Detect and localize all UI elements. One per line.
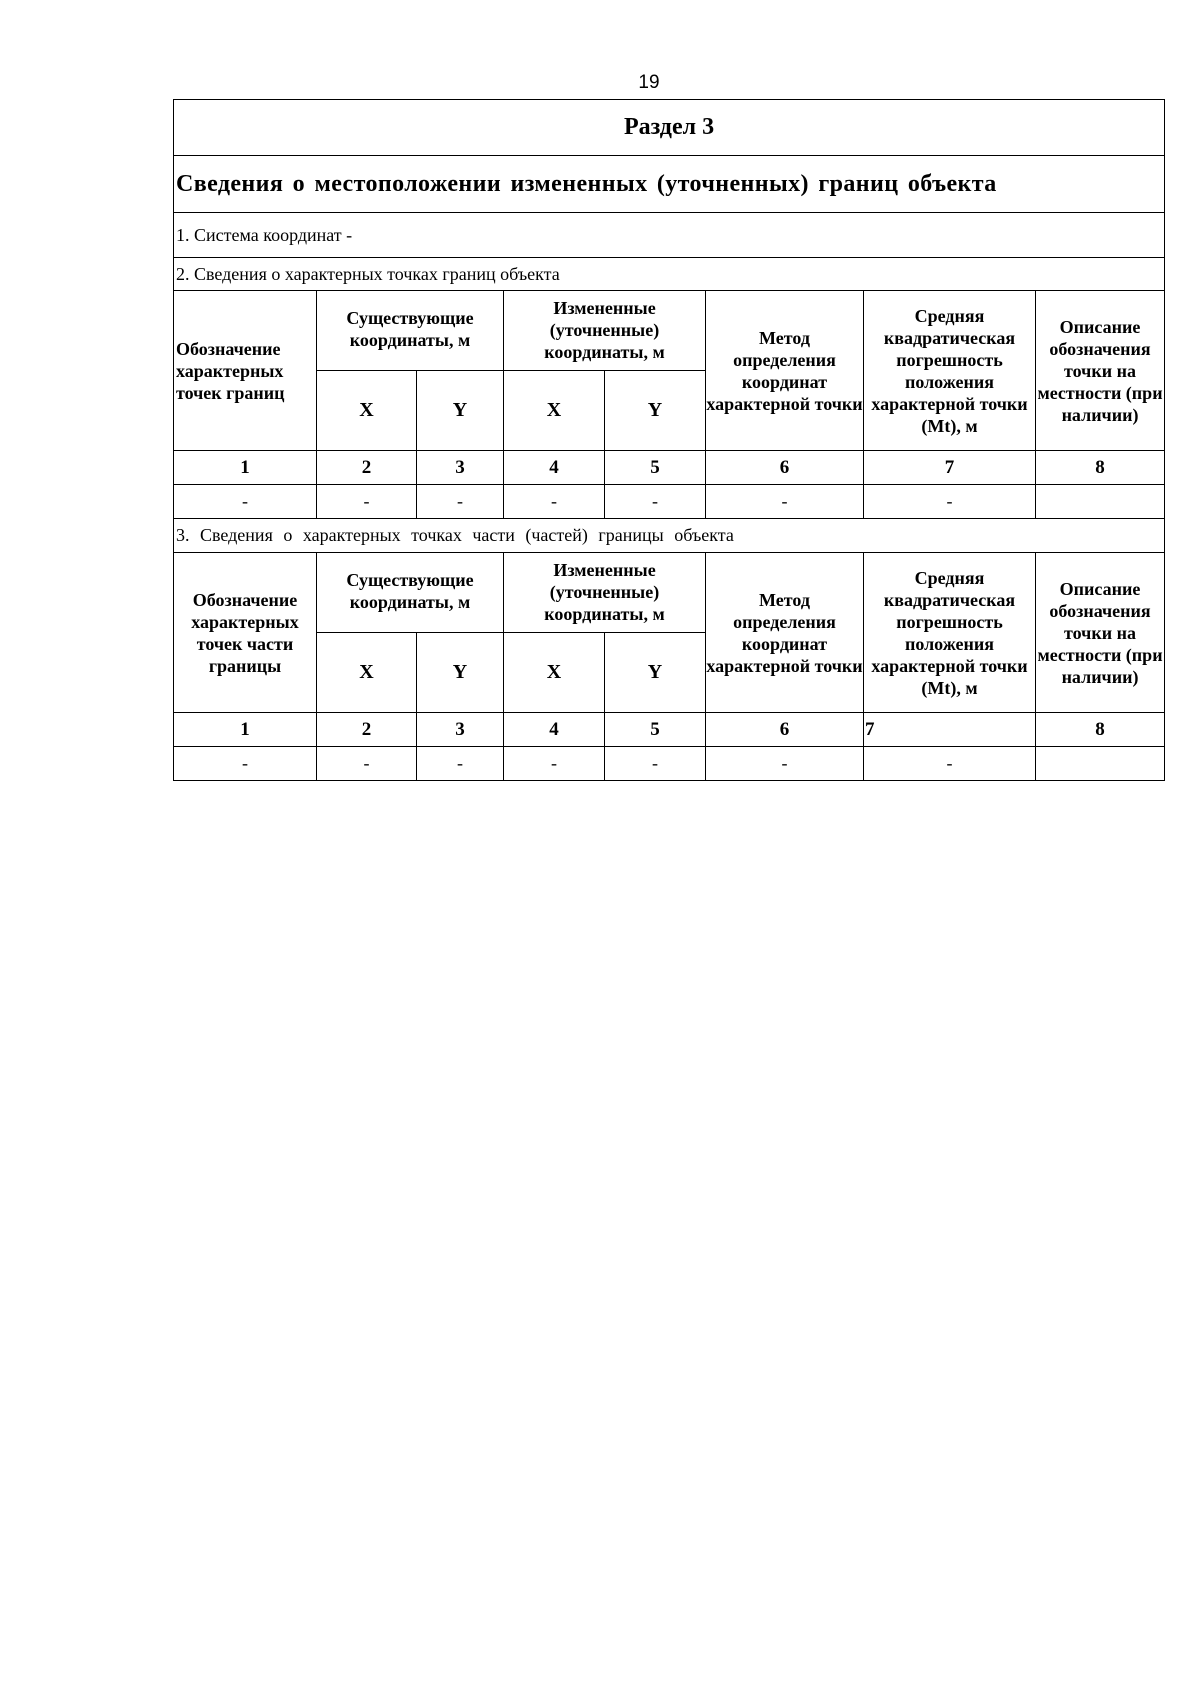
table1-col-number: 2 xyxy=(317,451,417,485)
table1-header-changed: Измененные (уточненные) координаты, м xyxy=(504,291,706,371)
table1-header-method: Метод определения координат характерной точки xyxy=(706,291,864,451)
table2-col-number: 1 xyxy=(174,713,317,747)
table2-cell xyxy=(1036,747,1165,781)
table2-cell: - xyxy=(605,747,706,781)
table1-col-number: 8 xyxy=(1036,451,1165,485)
section-3-table xyxy=(173,99,1165,781)
table1-cell: - xyxy=(706,485,864,519)
table1-caption-row xyxy=(174,258,1165,291)
table1-header-row xyxy=(174,291,1165,371)
table2-col-number: 4 xyxy=(504,713,605,747)
table1-cell: - xyxy=(417,485,504,519)
table1-header-changed-y: Y xyxy=(605,371,706,451)
table1-header-description: Описание обозначения точки на местности (при наличии) xyxy=(1036,291,1165,451)
table2-number-row xyxy=(174,713,1165,747)
table2-cell: - xyxy=(417,747,504,781)
table2-col-number: 8 xyxy=(1036,713,1165,747)
table2-header-row xyxy=(174,553,1165,633)
table2-col-number: 2 xyxy=(317,713,417,747)
table2-header-existing-y: Y xyxy=(417,633,504,713)
table1-cell: - xyxy=(317,485,417,519)
table2-caption-row xyxy=(174,519,1165,553)
table1-cell: - xyxy=(864,485,1036,519)
table1-cell: - xyxy=(504,485,605,519)
table1-col-number: 7 xyxy=(864,451,1036,485)
table1-header-existing-y: Y xyxy=(417,371,504,451)
page-number: 19 xyxy=(638,72,660,93)
table2-col-number: 7 xyxy=(864,713,1036,747)
table1-number-row xyxy=(174,451,1165,485)
table-row xyxy=(174,485,1165,519)
coordinate-system-line: 1. Система координат - xyxy=(174,213,1165,258)
table1-cell: - xyxy=(174,485,317,519)
section-title-row xyxy=(174,100,1165,156)
table2-cell: - xyxy=(504,747,605,781)
table-row xyxy=(174,747,1165,781)
table1-col-number: 4 xyxy=(504,451,605,485)
table2-header-method: Метод определения координат характерной точки xyxy=(706,553,864,713)
table2-cell: - xyxy=(864,747,1036,781)
table1-cell xyxy=(1036,485,1165,519)
table1-header-existing-x: X xyxy=(317,371,417,451)
table1-header-changed-x: X xyxy=(504,371,605,451)
table1-col-number: 5 xyxy=(605,451,706,485)
table2-header-existing: Существующие координаты, м xyxy=(317,553,504,633)
section-title: Раздел 3 xyxy=(174,100,1165,156)
table1-cell: - xyxy=(605,485,706,519)
table2-header-designation: Обозначение характерных точек части границы xyxy=(174,553,317,713)
coordinate-system-row xyxy=(174,213,1165,258)
table2-header-changed-y: Y xyxy=(605,633,706,713)
table1-col-number: 1 xyxy=(174,451,317,485)
table2-col-number: 6 xyxy=(706,713,864,747)
table2-header-description: Описание обозначения точки на местности (при наличии) xyxy=(1036,553,1165,713)
table1-header-existing: Существующие координаты, м xyxy=(317,291,504,371)
table1-col-number: 3 xyxy=(417,451,504,485)
table2-cell: - xyxy=(706,747,864,781)
table2-cell: - xyxy=(317,747,417,781)
table1-caption: 2. Сведения о характерных точках границ объекта xyxy=(174,258,1165,291)
table2-col-number: 3 xyxy=(417,713,504,747)
table2-header-changed-x: X xyxy=(504,633,605,713)
table2-col-number: 5 xyxy=(605,713,706,747)
table1-col-number: 6 xyxy=(706,451,864,485)
table1-header-designation: Обозначение характерных точек границ xyxy=(174,291,317,451)
table2-header-existing-x: X xyxy=(317,633,417,713)
table2-header-changed: Измененные (уточненные) координаты, м xyxy=(504,553,706,633)
table1-header-error: Средняя квадратическая погрешность положения характерной точки (Mt), м xyxy=(864,291,1036,451)
table2-caption: 3. Сведения о характерных точках части (частей) границы объекта xyxy=(174,519,1165,553)
section-subtitle: Сведения о местоположении измененных (уточненных) границ объекта xyxy=(174,156,1165,213)
table2-cell: - xyxy=(174,747,317,781)
table2-header-error: Средняя квадратическая погрешность положения характерной точки (Mt), м xyxy=(864,553,1036,713)
section-subtitle-row xyxy=(174,156,1165,213)
